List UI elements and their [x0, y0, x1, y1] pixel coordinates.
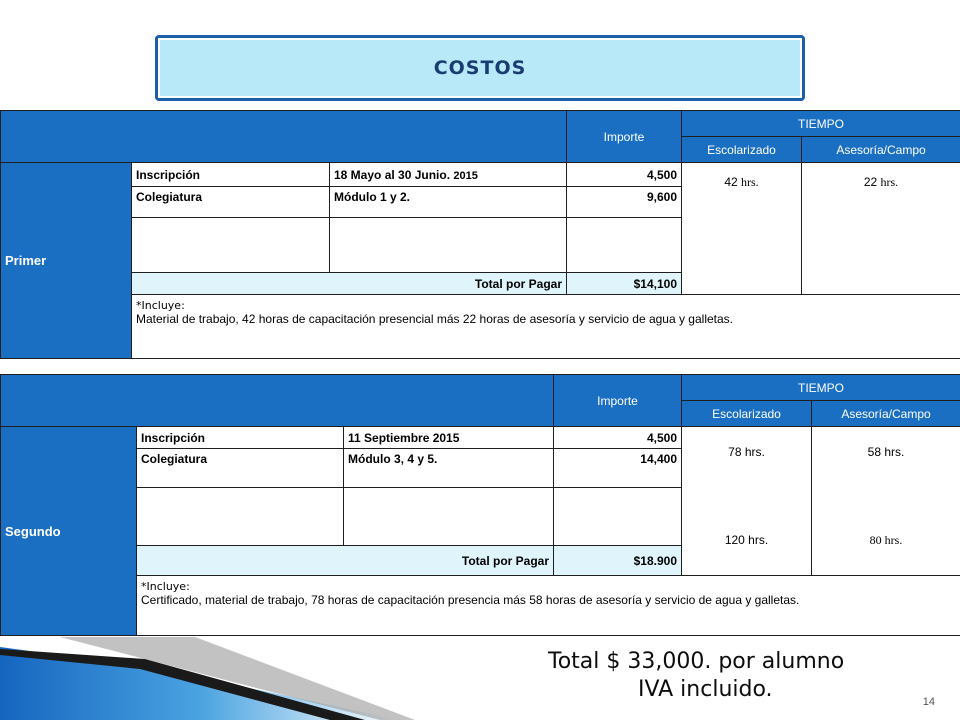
segundo-empty-3: [554, 488, 682, 546]
segundo-label: Segundo: [1, 427, 137, 636]
primer-importe-inscripcion: 4,500: [567, 163, 682, 187]
segundo-incluye-text: Certificado, material de trabajo, 78 horas de capacitación presencia más 58 horas de asesoría y servicio de agua y galletas.: [141, 593, 800, 607]
primer-detalle-inscripcion: [330, 163, 567, 187]
segundo-asesoria: [812, 427, 960, 576]
header-asesoria-2: Asesoría/Campo: [812, 401, 960, 427]
header-tiempo: TIEMPO: [682, 111, 960, 137]
primer-detalle-inscripcion-b: 2015: [453, 169, 478, 182]
header-importe-2: Importe: [554, 375, 682, 427]
segundo-escolarizado-1: 78 hrs.: [728, 445, 765, 459]
segundo-empty-1: [137, 488, 344, 546]
primer-asesoria-num: 22: [863, 175, 878, 189]
header-escolarizado: Escolarizado: [682, 137, 802, 163]
primer-empty-2: [330, 218, 567, 273]
header-blank-2: [1, 375, 554, 427]
segundo-empty-2: [344, 488, 554, 546]
primer-escolarizado: [682, 163, 802, 295]
primer-escolarizado-num: 42: [724, 175, 738, 189]
primer-total-label: Total por Pagar: [132, 273, 567, 295]
primer-concepto-colegiatura: Colegiatura: [132, 187, 330, 218]
segundo-total-label: Total por Pagar: [137, 546, 554, 576]
header-blank: [1, 111, 567, 163]
segundo-concepto-inscripcion: Inscripción: [137, 427, 344, 449]
page-title: COSTOS: [433, 57, 527, 79]
segundo-escolarizado-2: 120 hrs.: [724, 533, 769, 547]
primer-empty-3: [567, 218, 682, 273]
header-importe: Importe: [567, 111, 682, 163]
header-tiempo-2: TIEMPO: [682, 375, 960, 401]
primer-asesoria-unit: hrs.: [880, 175, 899, 189]
primer-empty-1: [132, 218, 330, 273]
segundo-concepto-colegiatura: Colegiatura: [137, 449, 344, 488]
segundo-asesoria-2: 80 hrs.: [869, 533, 903, 547]
segundo-incluye: [137, 576, 960, 636]
segundo-importe-colegiatura: 14,400: [554, 449, 682, 488]
page-number: 14: [922, 696, 935, 708]
title-banner: [155, 35, 805, 101]
primer-total-value: $14,100: [567, 273, 682, 295]
primer-escolarizado-unit: hrs.: [741, 175, 759, 189]
segundo-asesoria-1: 58 hrs.: [867, 445, 905, 459]
segundo-importe-inscripcion: 4,500: [554, 427, 682, 449]
primer-detalle-inscripcion-a: 18 Mayo al 30 Junio.: [334, 167, 454, 182]
primer-incluye: [132, 295, 960, 359]
segundo-detalle-inscripcion: 11 Septiembre 2015: [344, 427, 554, 449]
segundo-total-value: $18.900: [554, 546, 682, 576]
primer-importe-colegiatura: 9,600: [567, 187, 682, 218]
footer-total-line2: IVA incluido.: [638, 677, 773, 702]
segundo-cost-table: [0, 374, 960, 636]
header-asesoria: Asesoría/Campo: [802, 137, 960, 163]
segundo-escolarizado: [682, 427, 812, 576]
primer-incluye-label: *Incluye:: [136, 299, 185, 312]
primer-cost-table: [0, 110, 960, 359]
primer-incluye-text: Material de trabajo, 42 horas de capacitación presencial más 22 horas de asesoría y servicio de agua y galletas.: [136, 312, 734, 326]
primer-asesoria: [802, 163, 960, 295]
header-escolarizado-2: Escolarizado: [682, 401, 812, 427]
footer-total-line1: Total $ 33,000. por alumno: [548, 649, 845, 674]
primer-detalle-colegiatura: Módulo 1 y 2.: [330, 187, 567, 218]
primer-label: Primer: [1, 163, 132, 359]
segundo-incluye-label: *Incluye:: [141, 580, 190, 593]
footer: [0, 637, 960, 720]
primer-concepto-inscripcion: Inscripción: [132, 163, 330, 187]
segundo-detalle-colegiatura: Módulo 3, 4 y 5.: [344, 449, 554, 488]
title-banner-inner: [158, 38, 802, 98]
